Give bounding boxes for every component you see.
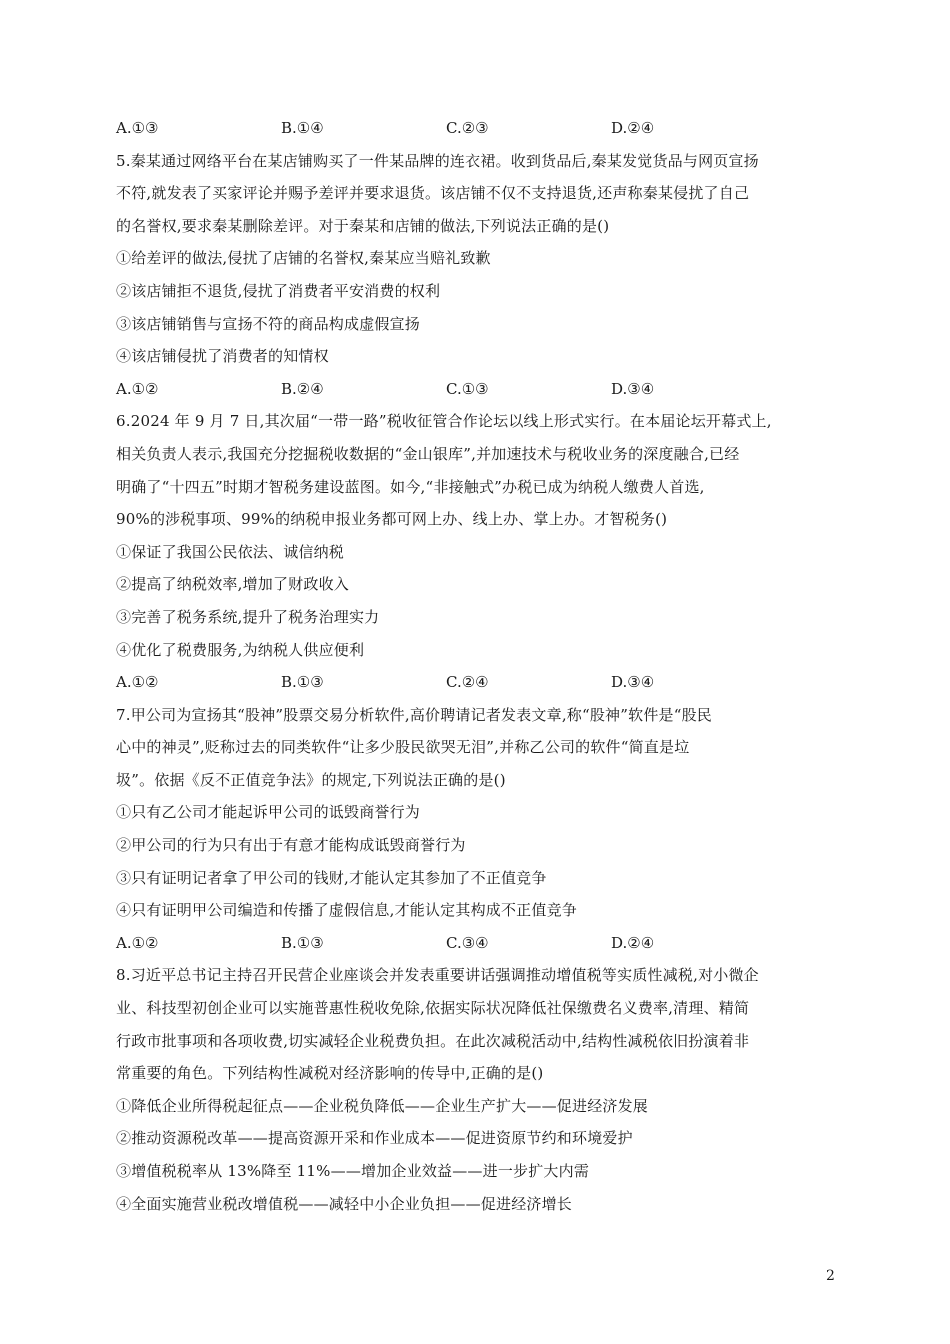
q7-statement-3: ③只有证明记者拿了甲公司的钱财,才能认定其参加了不正值竞争 bbox=[116, 868, 547, 887]
q4-options bbox=[116, 112, 836, 145]
q7-option-c: C.③④ bbox=[446, 933, 489, 952]
q5-statement-1: ①给差评的做法,侵扰了店铺的名誉权,秦某应当赔礼致歉 bbox=[116, 249, 491, 268]
q6-statement-4: ④优化了税费服务,为纳税人供应便利 bbox=[116, 640, 365, 659]
page-number: 2 bbox=[826, 1268, 835, 1284]
q5-option-a: A.①② bbox=[116, 379, 159, 398]
q7-statement-4: ④只有证明甲公司编造和传播了虚假信息,才能认定其构成不正值竞争 bbox=[116, 901, 577, 920]
question-8 bbox=[116, 959, 836, 1220]
q7-statement-2: ②甲公司的行为只有出于有意才能构成诋毁商誉行为 bbox=[116, 836, 466, 855]
q6-statement-3: ③完善了税务系统,提升了税务治理实力 bbox=[116, 607, 380, 626]
q4-option-d: D.②④ bbox=[611, 119, 655, 137]
q4-option-b: B.①④ bbox=[281, 119, 324, 137]
q8-statement-4: ④全面实施营业税改增值税——减轻中小企业负担——促进经济增长 bbox=[116, 1194, 573, 1213]
q8-stem-line: 业、科技型初创企业可以实施普惠性税收免除,依据实际状况降低社保缴费名义费率,清理、精简 bbox=[116, 999, 750, 1018]
q5-statement-3: ③该店铺销售与宣扬不符的商品构成虚假宣扬 bbox=[116, 314, 421, 333]
q6-option-a: A.①② bbox=[116, 673, 159, 692]
q5-options bbox=[116, 373, 836, 406]
q6-stem-line: 相关负责人表示,我国充分挖掘税收数据的“金山银库”,并加速技术与税收业务的深度融合,已经 bbox=[116, 444, 740, 463]
question-7 bbox=[116, 699, 836, 960]
q6-option-c: C.②④ bbox=[446, 673, 489, 692]
q6-stem-line: 90%的涉税事项、99%的纳税申报业务都可网上办、线上办、掌上办。才智税务() bbox=[116, 510, 668, 529]
q6-stem-line: 6.2024 年 9 月 7 日,其次届“一带一路”税收征管合作论坛以线上形式实行。在本届论坛开幕式上, bbox=[116, 412, 772, 431]
q7-stem-line: 心中的神灵”,贬称过去的同类软件“让多少股民欲哭无泪”,并称乙公司的软件“简直是垃 bbox=[116, 738, 690, 757]
q5-option-d: D.③④ bbox=[611, 379, 655, 398]
q7-option-b: B.①③ bbox=[281, 933, 324, 952]
q7-statement-1: ①只有乙公司才能起诉甲公司的诋毁商誉行为 bbox=[116, 803, 421, 822]
q8-statement-1: ①降低企业所得税起征点——企业税负降低——企业生产扩大——促进经济发展 bbox=[116, 1096, 649, 1115]
q7-options bbox=[116, 927, 836, 960]
q5-stem-line: 不符,就发表了买家评论并赐予差评并要求退货。该店铺不仅不支持退货,还声称秦某侵扰了自己 bbox=[116, 184, 750, 203]
q6-option-d: D.③④ bbox=[611, 673, 655, 692]
q5-statement-4: ④该店铺侵扰了消费者的知情权 bbox=[116, 347, 329, 366]
q6-stem-line: 明确了“十四五”时期才智税务建设蓝图。如今,“非接触式”办税已成为纳税人缴费人首选, bbox=[116, 477, 705, 496]
q8-stem-line: 8.习近平总书记主持召开民营企业座谈会并发表重要讲话强调推动增值税等实质性减税,对小微企 bbox=[116, 966, 759, 985]
q6-statement-2: ②提高了纳税效率,增加了财政收入 bbox=[116, 575, 349, 594]
q5-stem-line: 的名誉权,要求秦某删除差评。对于秦某和店铺的做法,下列说法正确的是() bbox=[116, 216, 610, 235]
q6-option-b: B.①③ bbox=[281, 673, 324, 692]
q7-stem-line: 圾”。依据《反不正值竞争法》的规定,下列说法正确的是() bbox=[116, 770, 506, 789]
q4-option-c: C.②③ bbox=[446, 119, 489, 137]
q5-option-b: B.②④ bbox=[281, 379, 324, 398]
question-5 bbox=[116, 145, 836, 406]
q5-option-c: C.①③ bbox=[446, 379, 489, 398]
q6-statement-1: ①保证了我国公民依法、诚信纳税 bbox=[116, 542, 345, 561]
q6-options bbox=[116, 666, 836, 699]
question-6 bbox=[116, 405, 836, 698]
q8-statement-2: ②推动资源税改革——提高资源开采和作业成本——促进资原节约和环境爱护 bbox=[116, 1129, 633, 1148]
q7-stem-line: 7.甲公司为宣扬其“股神”股票交易分析软件,高价聘请记者发表文章,称“股神”软件是“股民 bbox=[116, 705, 712, 724]
q7-option-d: D.②④ bbox=[611, 933, 655, 952]
q5-statement-2: ②该店铺拒不退货,侵扰了消费者平安消费的权利 bbox=[116, 281, 441, 300]
q8-stem-line: 行政市批事项和各项收费,切实减轻企业税费负担。在此次减税活动中,结构性减税依旧扮演着非 bbox=[116, 1031, 750, 1050]
q7-option-a: A.①② bbox=[116, 933, 159, 952]
q8-stem-line: 常重要的角色。下列结构性减税对经济影响的传导中,正确的是() bbox=[116, 1064, 544, 1083]
q4-option-a: A.①③ bbox=[116, 119, 159, 137]
page-content bbox=[116, 112, 836, 1220]
q8-statement-3: ③增值税税率从 13%降至 11%——增加企业效益——进一步扩大内需 bbox=[116, 1162, 590, 1180]
q5-stem-line: 5.秦某通过网络平台在某店铺购买了一件某品牌的连衣裙。收到货品后,秦某发觉货品与网页宣扬 bbox=[116, 151, 759, 170]
